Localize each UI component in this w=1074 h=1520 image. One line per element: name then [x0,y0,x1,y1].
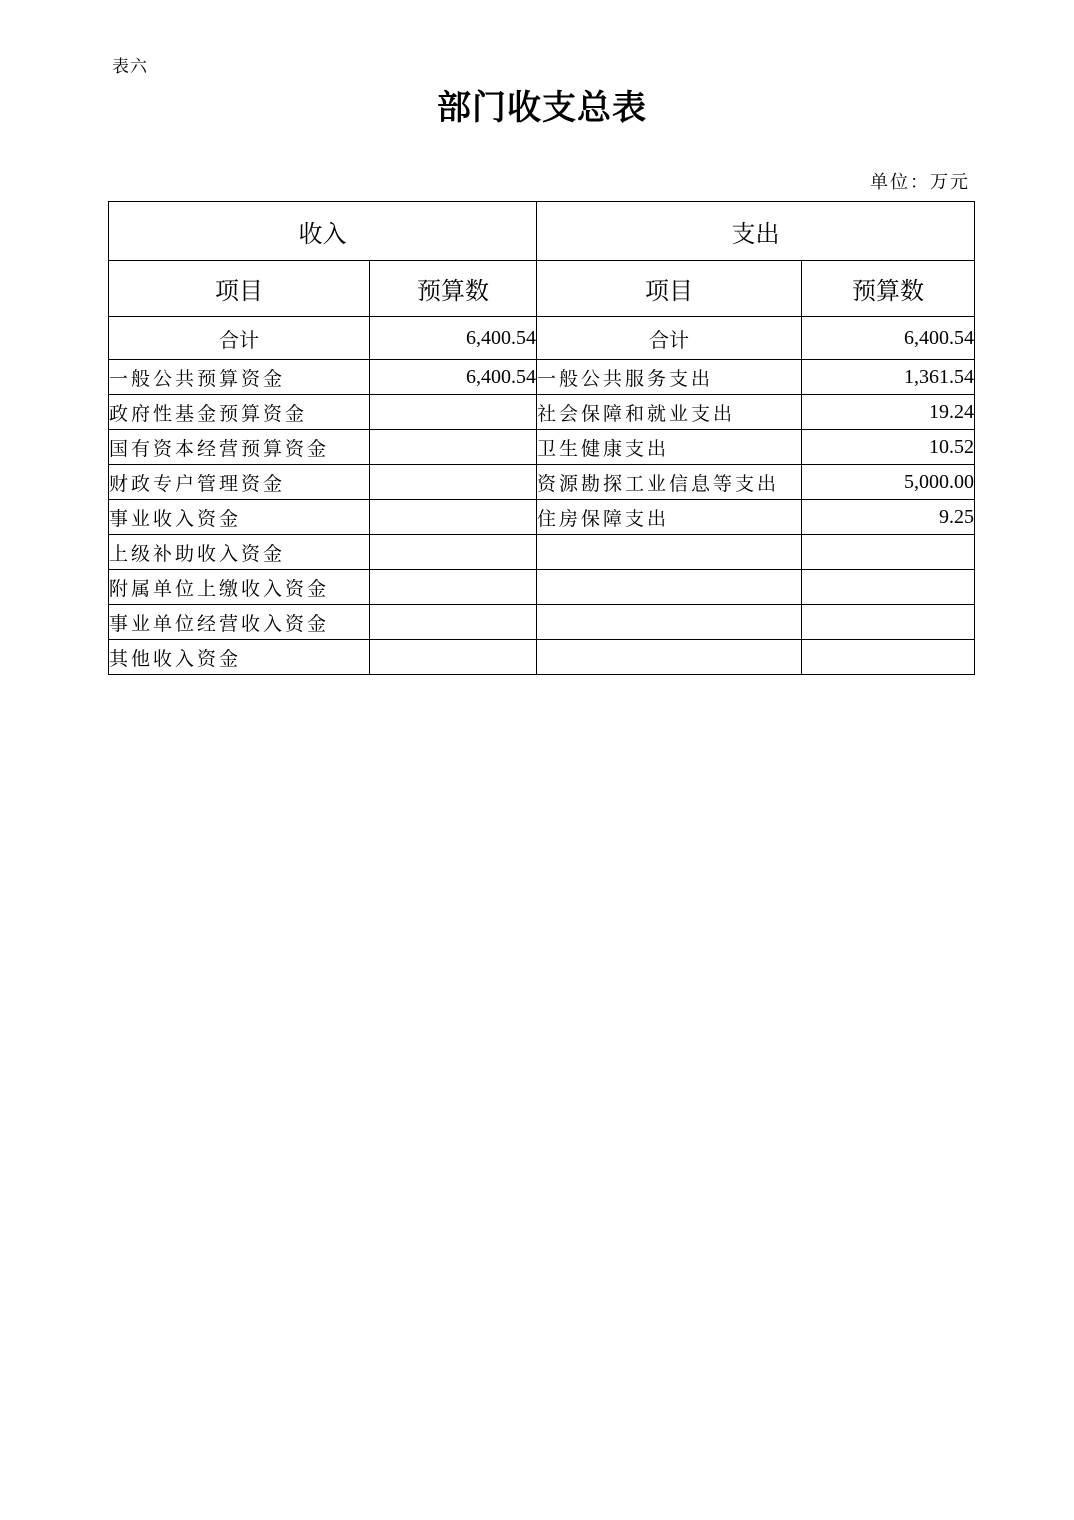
expense-total-value: 6,400.54 [802,317,975,360]
table-row [109,535,975,570]
expense-amount-cell: 9.25 [802,500,975,535]
expense-amount-cell [802,640,975,675]
income-amount-cell [370,640,537,675]
expense-item-cell: 资源勘探工业信息等支出 [537,465,802,500]
income-section-header: 收入 [109,202,537,261]
table-row [109,605,975,640]
expense-item-cell: 卫生健康支出 [537,430,802,465]
income-item-cell: 事业单位经营收入资金 [109,605,370,640]
expense-item-cell: 社会保障和就业支出 [537,395,802,430]
income-total-value: 6,400.54 [370,317,537,360]
expense-amount-cell [802,570,975,605]
table-row [109,395,975,430]
income-amount-cell [370,500,537,535]
table-row [109,465,975,500]
table-row [109,640,975,675]
income-item-cell: 国有资本经营预算资金 [109,430,370,465]
income-amount-cell [370,570,537,605]
income-amount-cell [370,465,537,500]
table-row [109,500,975,535]
income-item-column-header: 项目 [109,261,370,317]
income-item-cell: 财政专户管理资金 [109,465,370,500]
income-total-label: 合计 [109,317,370,360]
expense-amount-cell: 10.52 [802,430,975,465]
table-row [109,360,975,395]
expense-item-cell [537,570,802,605]
table-row [109,570,975,605]
document-label: 表六 [112,57,148,77]
expense-item-cell [537,640,802,675]
expense-amount-cell [802,605,975,640]
income-amount-cell [370,535,537,570]
income-item-cell: 其他收入资金 [109,640,370,675]
expense-total-label: 合计 [537,317,802,360]
page-title: 部门收支总表 [437,88,647,128]
expense-amount-cell [802,535,975,570]
expense-amount-cell: 5,000.00 [802,465,975,500]
budget-summary-table [108,201,975,675]
income-item-cell: 上级补助收入资金 [109,535,370,570]
income-item-cell: 政府性基金预算资金 [109,395,370,430]
expense-item-cell: 一般公共服务支出 [537,360,802,395]
expense-item-column-header: 项目 [537,261,802,317]
expense-amount-cell: 1,361.54 [802,360,975,395]
income-budget-column-header: 预算数 [370,261,537,317]
expense-item-cell: 住房保障支出 [537,500,802,535]
expense-item-cell [537,605,802,640]
expense-budget-column-header: 预算数 [802,261,975,317]
income-amount-cell [370,395,537,430]
expense-section-header: 支出 [537,202,975,261]
income-amount-cell [370,605,537,640]
table-row [109,430,975,465]
unit-label: 单位：万元 [870,172,970,193]
expense-amount-cell: 19.24 [802,395,975,430]
income-item-cell: 事业收入资金 [109,500,370,535]
total-row [109,317,975,360]
column-header-row [109,261,975,317]
income-item-cell: 附属单位上缴收入资金 [109,570,370,605]
section-header-row [109,202,975,261]
income-amount-cell [370,430,537,465]
income-item-cell: 一般公共预算资金 [109,360,370,395]
expense-item-cell [537,535,802,570]
income-amount-cell: 6,400.54 [370,360,537,395]
